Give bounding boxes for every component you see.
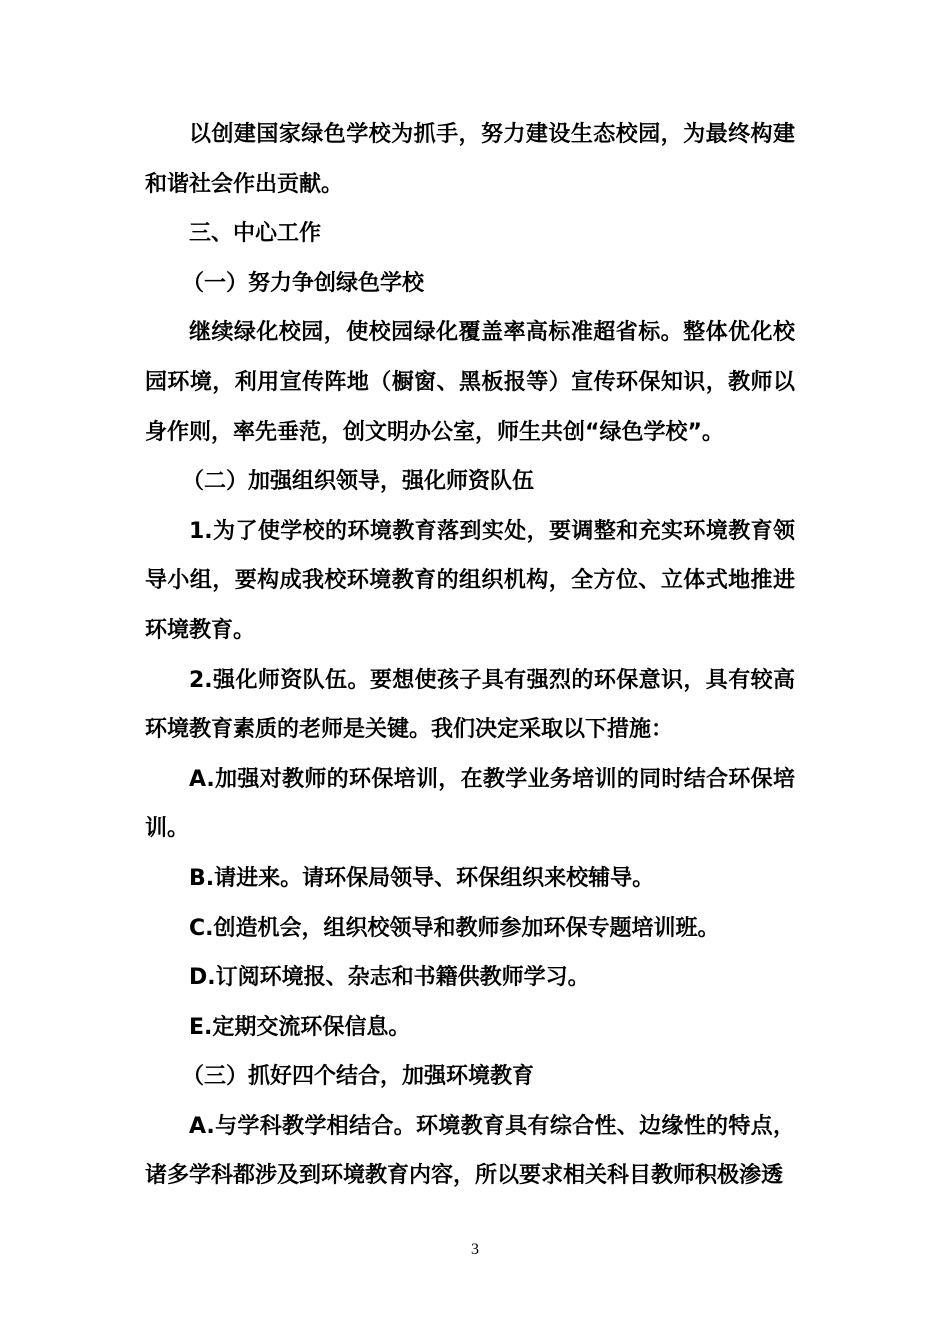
document-body (145, 110, 795, 1201)
paragraph-intro: 以创建国家绿色学校为抓手，努力建设生态校园，为最终构建和谐社会作出贡献。 (145, 122, 795, 197)
paragraph-item-2: 2.强化师资队伍。要想使孩子具有强烈的环保意识，具有较高环境教育素质的老师是关键。我们决定采取以下措施： (145, 667, 795, 743)
subsection-heading-green-school: （一）努力争创绿色学校 (182, 270, 425, 296)
section-heading-central-work: 三、中心工作 (189, 221, 322, 247)
subsection-heading-four-combinations: （三）抓好四个结合，加强环境教育 (182, 1064, 535, 1090)
paragraph-item-a: A.加强对教师的环保培训，在教学业务培训的同时结合环保培训。 (145, 766, 795, 842)
paragraph-green-school: 继续绿化校园，使校园绿化覆盖率高标准超省标。整体优化校园环境，利用宣传阵地（橱窗、黑板报等）宣传环保知识，教师以身作则，率先垂范，创文明办公室，师生共创“绿色学校”。 (145, 320, 795, 445)
subsection-heading-leadership: （二）加强组织领导，强化师资队伍 (182, 469, 535, 495)
paragraph-item-c: C.创造机会，组织校领导和教师参加环保专题培训班。 (189, 915, 720, 941)
paragraph-item-1: 1.为了使学校的环境教育落到实处，要调整和充实环境教育领导小组，要构成我校环境教育的组织机构，全方位、立体式地推进环境教育。 (145, 518, 795, 643)
page-number: 3 (471, 1241, 479, 1258)
paragraph-subject-teaching: A.与学科教学相结合。环境教育具有综合性、边缘性的特点，诸多学科都涉及到环境教育内容，所以要求相关科目教师积极渗透 (145, 1113, 795, 1189)
paragraph-item-e: E.定期交流环保信息。 (189, 1014, 411, 1040)
paragraph-item-d: D.订阅环境报、杂志和书籍供教师学习。 (189, 965, 590, 991)
paragraph-item-b: B.请进来。请环保局领导、环保组织来校辅导。 (189, 865, 655, 891)
